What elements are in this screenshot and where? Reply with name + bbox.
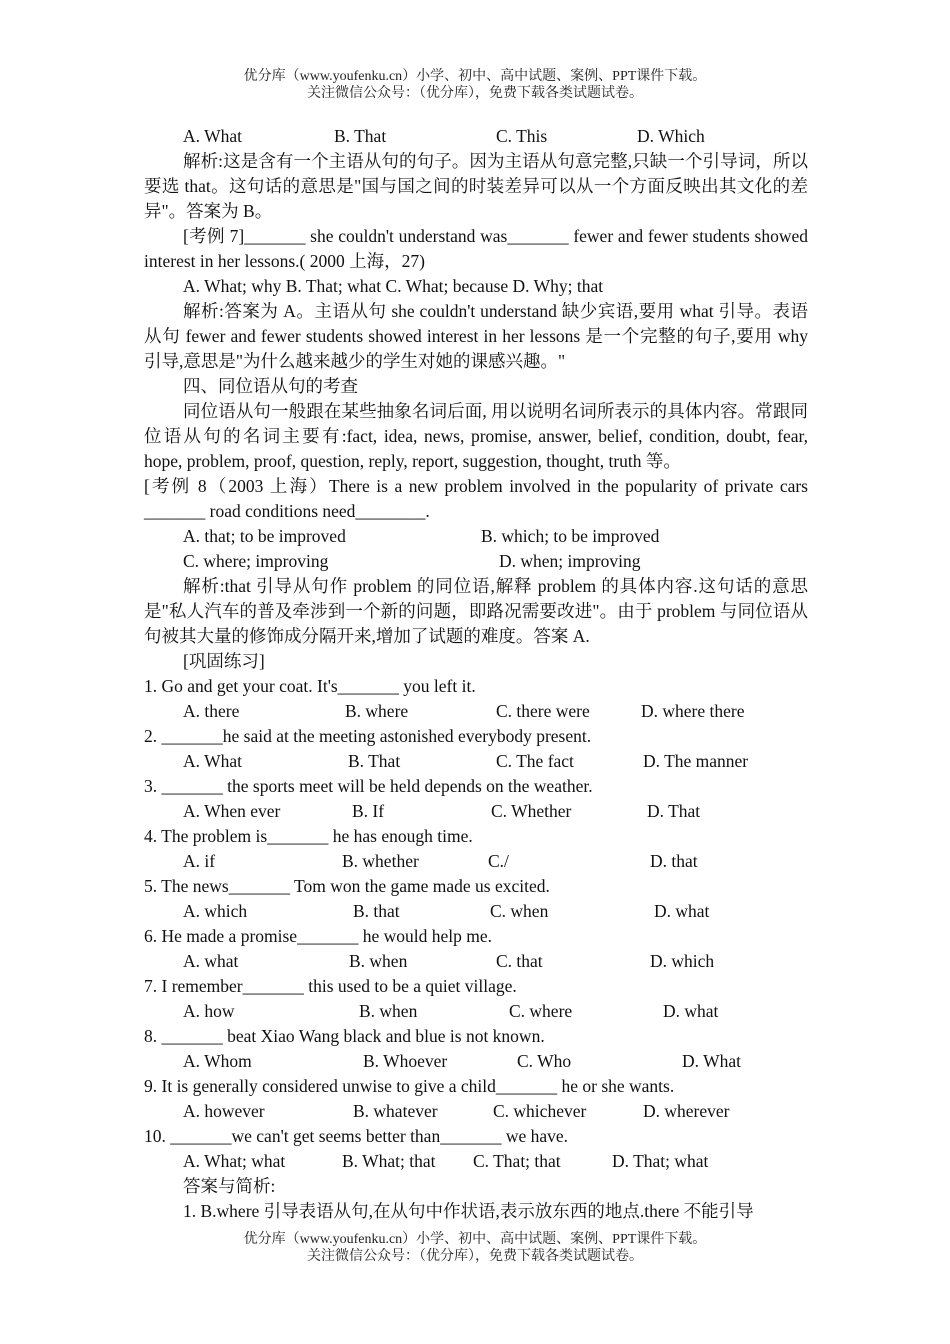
question-stem: 9. It is generally considered unwise to give a child_______ he or she wants. — [144, 1076, 675, 1096]
options-row — [144, 999, 808, 1024]
option-a: C. where; improving — [183, 551, 329, 571]
option-c: C. that — [496, 951, 543, 971]
footer-line-2: 关注微信公众号：（优分库），免费下载各类试题试卷。 — [307, 1249, 643, 1264]
option-d: D. what — [663, 1001, 719, 1021]
example-paragraph: [考例 8（2003 上海）There is a new problem involved in the popularity of private cars _______ road conditions need________. — [144, 476, 808, 521]
paragraph: A. What; why B. That; what C. What; because D. Why; that — [183, 276, 604, 296]
question-stem: 2. _______he said at the meeting astonished everybody present. — [144, 726, 592, 746]
question-stem: 1. Go and get your coat. It's_______ you left it. — [144, 676, 476, 696]
options-row — [144, 699, 808, 724]
option-d: D. what — [654, 901, 710, 921]
option-d: D. which — [650, 951, 715, 971]
question-stem: 5. The news_______ Tom won the game made us excited. — [144, 876, 550, 896]
option-b: B. If — [352, 801, 385, 821]
options-row — [144, 124, 808, 149]
option-c: C. where — [509, 1001, 573, 1021]
options-row — [144, 899, 808, 924]
option-b: B. when — [349, 951, 408, 971]
options-row — [144, 799, 808, 824]
option-a: A. Whom — [183, 1051, 252, 1071]
option-a: A. What; what — [183, 1151, 286, 1171]
option-b: B. That — [334, 126, 387, 146]
option-c: C. This — [496, 126, 548, 146]
option-d: D. That — [647, 801, 701, 821]
option-a: A. however — [183, 1101, 265, 1121]
paragraph: 四、同位语从句的考查 — [183, 376, 358, 396]
question-stem: 3. _______ the sports meet will be held depends on the weather. — [144, 776, 593, 796]
options-row — [144, 549, 808, 574]
option-a: A. what — [183, 951, 239, 971]
option-b: B. that — [353, 901, 400, 921]
options-row — [144, 1149, 808, 1174]
options-row — [144, 524, 808, 549]
option-a: A. When ever — [183, 801, 281, 821]
question-stem: 10. _______we can't get seems better than_______ we have. — [144, 1126, 569, 1146]
option-c: C. there were — [496, 701, 590, 721]
page-footer — [0, 1231, 950, 1265]
header-line-1: 优分库（www.youfenku.cn）小学、初中、高中试题、案例、PPT课件下载。 — [243, 69, 707, 84]
option-d: D. Which — [637, 126, 705, 146]
paragraph: 解析:答案为 A。主语从句 she couldn't understand 缺少宾语,要用 what 引导。表语从句 fewer and fewer students showed interest in her lessons 是一个完整的句子,要用 why 引导,意思是"为什么越来越少的学生对她的课感兴趣。" — [144, 301, 808, 371]
page-header — [0, 68, 950, 102]
question-stem: 8. _______ beat Xiao Wang black and blue is not known. — [144, 1026, 545, 1046]
option-b: B. where — [345, 701, 409, 721]
option-c: C. Whether — [491, 801, 572, 821]
option-c: C./ — [488, 851, 509, 871]
option-b: B. when — [359, 1001, 418, 1021]
header-line-2: 关注微信公众号：（优分库），免费下载各类试题试卷。 — [307, 86, 643, 101]
option-c: C. That; that — [473, 1151, 561, 1171]
option-c: C. when — [490, 901, 549, 921]
option-b: B. whether — [342, 851, 419, 871]
question-stem: 4. The problem is_______ he has enough time. — [144, 826, 473, 846]
options-row — [144, 849, 808, 874]
option-b: B. which; to be improved — [481, 526, 660, 546]
question-stem: 7. I remember_______ this used to be a quiet village. — [144, 976, 517, 996]
option-d: D. That; what — [612, 1151, 709, 1171]
question-stem: 6. He made a promise_______ he would help me. — [144, 926, 492, 946]
option-d: D. What — [682, 1051, 741, 1071]
option-b: B. whatever — [353, 1101, 438, 1121]
option-b: B. What; that — [342, 1151, 436, 1171]
option-a: A. What — [183, 126, 242, 146]
option-c: C. The fact — [496, 751, 574, 771]
options-row — [144, 749, 808, 774]
option-a: A. if — [183, 851, 216, 871]
options-row — [144, 1099, 808, 1124]
option-a: A. how — [183, 1001, 235, 1021]
option-d: D. The manner — [643, 751, 749, 771]
options-row — [144, 949, 808, 974]
option-b: B. That — [348, 751, 401, 771]
paragraph: 1. B.where 引导表语从句,在从句中作状语,表示放东西的地点.there 不能引导 — [183, 1201, 754, 1221]
option-a: A. there — [183, 701, 240, 721]
paragraph: [巩固练习] — [183, 651, 265, 671]
option-a: A. that; to be improved — [183, 526, 346, 546]
option-c: C. Who — [517, 1051, 572, 1071]
option-a: A. What — [183, 751, 242, 771]
footer-line-1: 优分库（www.youfenku.cn）小学、初中、高中试题、案例、PPT课件下载。 — [243, 1232, 707, 1247]
option-a: A. which — [183, 901, 248, 921]
paragraph: 同位语从句一般跟在某些抽象名词后面, 用以说明名词所表示的具体内容。常跟同位语从句的名词主要有:fact, idea, news, promise, answer, belief, condition, doubt, fear, hope, problem, proof, question, reply, report, suggestion, thought, truth 等。 — [144, 401, 808, 471]
option-d: D. that — [650, 851, 698, 871]
document-body — [144, 124, 808, 1224]
options-row — [144, 1049, 808, 1074]
option-b: D. when; improving — [499, 551, 641, 571]
paragraph: [考例 7]_______ she couldn't understand was_______ fewer and fewer students showed interest in her lessons.( 2000 上海，27) — [144, 226, 808, 271]
option-d: D. wherever — [643, 1101, 730, 1121]
paragraph: 解析:that 引导从句作 problem 的同位语,解释 problem 的具体内容.这句话的意思是"私人汽车的普及牵涉到一个新的问题，即路况需要改进"。由于 problem 与同位语从句被其大量的修饰成分隔开来,增加了试题的难度。答案 A. — [144, 576, 808, 646]
paragraph: 解析:这是含有一个主语从句的句子。因为主语从句意完整,只缺一个引导词，所以要选 that。这句话的意思是"国与国之间的时装差异可以从一个方面反映出其文化的差异"。答案为 B。 — [144, 151, 808, 221]
option-b: B. Whoever — [363, 1051, 448, 1071]
option-c: C. whichever — [493, 1101, 587, 1121]
option-d: D. where there — [641, 701, 745, 721]
paragraph: 答案与简析: — [183, 1176, 276, 1196]
